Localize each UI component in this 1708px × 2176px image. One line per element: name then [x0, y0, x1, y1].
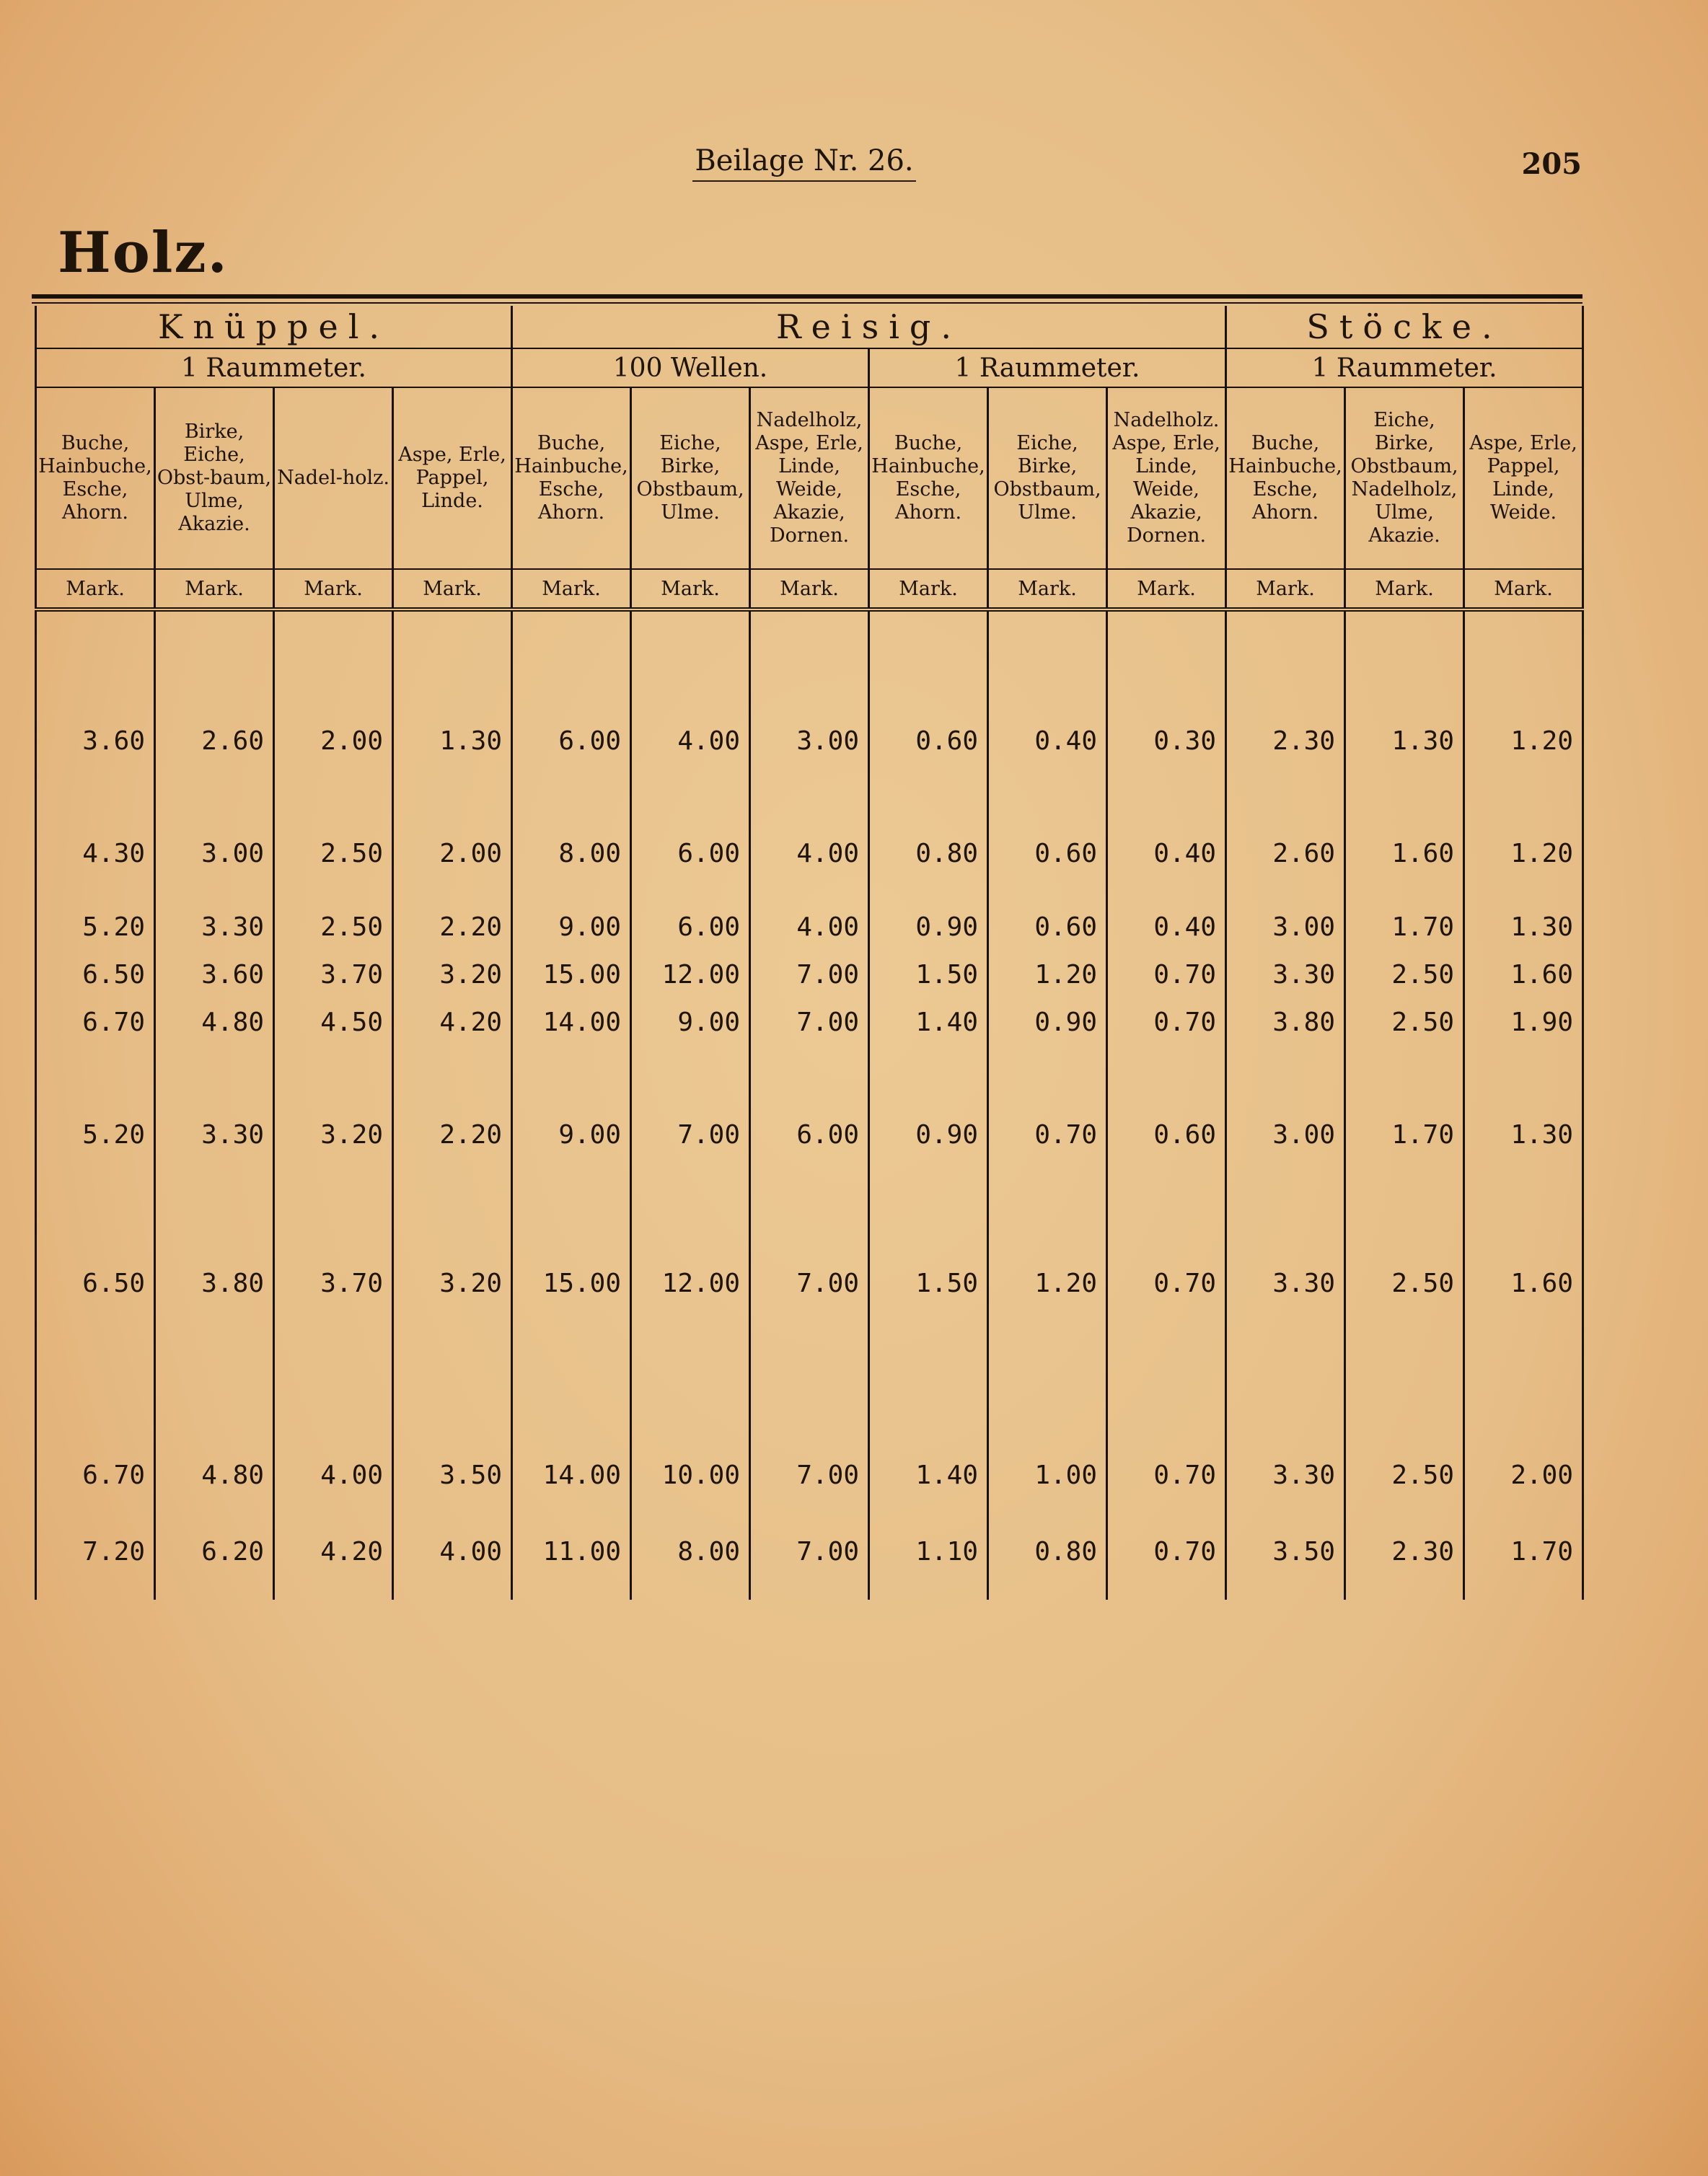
- price-cell: 2.50: [1345, 1303, 1464, 1494]
- price-cell: 0.60: [988, 760, 1107, 873]
- price-cell: 0.60: [988, 873, 1107, 946]
- spacer-cell: [512, 1571, 631, 1600]
- price-cell: 3.00: [155, 760, 274, 873]
- price-cell: 3.50: [393, 1303, 512, 1494]
- unit-label: Mark.: [750, 569, 869, 609]
- price-cell: 0.80: [869, 760, 988, 873]
- price-cell: 6.00: [512, 609, 631, 760]
- top-rule-thick: [32, 294, 1582, 299]
- running-title: Beilage Nr. 26.: [692, 144, 916, 182]
- subgroup-header: 1 Raummeter.: [1226, 348, 1583, 387]
- column-header: Eiche, Birke, Obstbaum, Nadelholz, Ulme, Akazie.: [1345, 387, 1464, 569]
- group-header-row: [36, 306, 1583, 348]
- price-cell: 3.30: [1226, 946, 1345, 994]
- price-cell: 1.20: [1464, 609, 1583, 760]
- section-title: Holz.: [58, 220, 229, 286]
- price-cell: 3.00: [750, 609, 869, 760]
- price-cell: 0.30: [1107, 609, 1226, 760]
- price-cell: 9.00: [631, 994, 750, 1041]
- price-cell: 3.50: [1226, 1494, 1345, 1571]
- unit-label: Mark.: [1226, 569, 1345, 609]
- price-cell: 1.20: [988, 946, 1107, 994]
- spacer-cell: [36, 1571, 155, 1600]
- price-cell: 6.50: [36, 1154, 155, 1303]
- price-cell: 5.20: [36, 1041, 155, 1154]
- price-cell: 12.00: [631, 946, 750, 994]
- price-cell: 4.00: [274, 1303, 393, 1494]
- price-cell: 3.70: [274, 946, 393, 994]
- price-cell: 2.50: [1345, 994, 1464, 1041]
- price-cell: 2.00: [274, 609, 393, 760]
- price-cell: 7.20: [36, 1494, 155, 1571]
- table-row: [36, 994, 1583, 1041]
- price-cell: 14.00: [512, 1303, 631, 1494]
- price-table-body: [36, 609, 1583, 1600]
- price-cell: 14.00: [512, 994, 631, 1041]
- price-cell: 10.00: [631, 1303, 750, 1494]
- price-cell: 2.50: [274, 760, 393, 873]
- price-cell: 6.00: [750, 1041, 869, 1154]
- price-cell: 7.00: [631, 1041, 750, 1154]
- price-cell: 6.50: [36, 946, 155, 994]
- price-cell: 9.00: [512, 873, 631, 946]
- table-row: [36, 760, 1583, 873]
- price-cell: 1.20: [988, 1154, 1107, 1303]
- price-cell: 4.20: [393, 994, 512, 1041]
- price-cell: 5.20: [36, 873, 155, 946]
- table-row: [36, 1303, 1583, 1494]
- price-cell: 3.20: [274, 1041, 393, 1154]
- unit-label: Mark.: [869, 569, 988, 609]
- price-cell: 0.90: [869, 1041, 988, 1154]
- column-header: Nadelholz. Aspe, Erle, Linde, Weide, Akazie, Dornen.: [1107, 387, 1226, 569]
- price-cell: 3.30: [1226, 1154, 1345, 1303]
- price-cell: 0.80: [988, 1494, 1107, 1571]
- price-cell: 6.70: [36, 994, 155, 1041]
- unit-label: Mark.: [512, 569, 631, 609]
- column-header: Aspe, Erle, Pappel, Linde, Weide.: [1464, 387, 1583, 569]
- spacer-cell: [274, 1571, 393, 1600]
- unit-label: Mark.: [1464, 569, 1583, 609]
- price-cell: 6.70: [36, 1303, 155, 1494]
- price-cell: 1.90: [1464, 994, 1583, 1041]
- price-cell: 7.00: [750, 946, 869, 994]
- price-cell: 1.30: [1345, 609, 1464, 760]
- table-row: [36, 873, 1583, 946]
- price-cell: 4.20: [274, 1494, 393, 1571]
- price-cell: 3.80: [1226, 994, 1345, 1041]
- unit-label: Mark.: [393, 569, 512, 609]
- price-cell: 1.30: [1464, 873, 1583, 946]
- price-cell: 3.00: [1226, 873, 1345, 946]
- spacer-cell: [988, 1571, 1107, 1600]
- price-cell: 0.70: [1107, 1154, 1226, 1303]
- price-cell: 0.60: [869, 609, 988, 760]
- unit-label: Mark.: [1345, 569, 1464, 609]
- price-cell: 15.00: [512, 1154, 631, 1303]
- column-header: Eiche, Birke, Obstbaum, Ulme.: [631, 387, 750, 569]
- price-cell: 3.60: [36, 609, 155, 760]
- price-cell: 1.50: [869, 1154, 988, 1303]
- column-header: Buche, Hainbuche, Esche, Ahorn.: [869, 387, 988, 569]
- price-cell: 2.50: [1345, 1154, 1464, 1303]
- column-header-row: [36, 387, 1583, 569]
- price-cell: 2.60: [155, 609, 274, 760]
- price-cell: 3.30: [155, 1041, 274, 1154]
- unit-label: Mark.: [155, 569, 274, 609]
- column-header: Birke, Eiche, Obst-baum, Ulme, Akazie.: [155, 387, 274, 569]
- price-cell: 6.20: [155, 1494, 274, 1571]
- price-cell: 2.20: [393, 873, 512, 946]
- table-row: [36, 1494, 1583, 1571]
- price-cell: 0.70: [1107, 1303, 1226, 1494]
- group-header: Stöcke.: [1226, 306, 1583, 348]
- spacer-cell: [1226, 1571, 1345, 1600]
- price-cell: 3.60: [155, 946, 274, 994]
- price-cell: 2.30: [1226, 609, 1345, 760]
- price-cell: 3.80: [155, 1154, 274, 1303]
- price-cell: 4.00: [750, 873, 869, 946]
- page-number: 205: [1521, 147, 1582, 181]
- price-cell: 0.40: [988, 609, 1107, 760]
- price-cell: 12.00: [631, 1154, 750, 1303]
- price-cell: 1.10: [869, 1494, 988, 1571]
- spacer-cell: [1107, 1571, 1226, 1600]
- price-cell: 1.40: [869, 994, 988, 1041]
- price-cell: 2.50: [274, 873, 393, 946]
- price-cell: 1.60: [1345, 760, 1464, 873]
- price-cell: 3.30: [1226, 1303, 1345, 1494]
- table-row: [36, 609, 1583, 760]
- price-table: [35, 306, 1584, 1600]
- price-cell: 3.70: [274, 1154, 393, 1303]
- spacer-cell: [869, 1571, 988, 1600]
- price-cell: 15.00: [512, 946, 631, 994]
- unit-label: Mark.: [274, 569, 393, 609]
- price-cell: 6.00: [631, 760, 750, 873]
- price-cell: 0.70: [988, 1041, 1107, 1154]
- price-cell: 2.20: [393, 1041, 512, 1154]
- price-cell: 0.40: [1107, 760, 1226, 873]
- price-cell: 0.90: [869, 873, 988, 946]
- price-cell: 1.00: [988, 1303, 1107, 1494]
- column-header: Buche, Hainbuche, Esche, Ahorn.: [1226, 387, 1345, 569]
- price-cell: 11.00: [512, 1494, 631, 1571]
- price-cell: 4.30: [36, 760, 155, 873]
- column-header: Buche, Hainbuche, Esche, Ahorn.: [512, 387, 631, 569]
- price-cell: 1.50: [869, 946, 988, 994]
- price-cell: 8.00: [631, 1494, 750, 1571]
- price-cell: 1.70: [1345, 873, 1464, 946]
- page-header: [0, 144, 1708, 188]
- price-cell: 0.70: [1107, 946, 1226, 994]
- price-cell: 6.00: [631, 873, 750, 946]
- column-header: Aspe, Erle, Pappel, Linde.: [393, 387, 512, 569]
- unit-row: [36, 569, 1583, 609]
- price-cell: 4.00: [750, 760, 869, 873]
- price-cell: 7.00: [750, 1154, 869, 1303]
- price-cell: 0.90: [988, 994, 1107, 1041]
- price-cell: 2.30: [1345, 1494, 1464, 1571]
- column-header: Nadelholz, Aspe, Erle, Linde, Weide, Akazie, Dornen.: [750, 387, 869, 569]
- spacer-cell: [393, 1571, 512, 1600]
- price-cell: 3.30: [155, 873, 274, 946]
- table-row: [36, 946, 1583, 994]
- price-cell: 1.70: [1345, 1041, 1464, 1154]
- price-cell: 0.40: [1107, 873, 1226, 946]
- spacer-cell: [631, 1571, 750, 1600]
- subgroup-header-row: [36, 348, 1583, 387]
- price-cell: 1.30: [393, 609, 512, 760]
- column-header: Nadel-holz.: [274, 387, 393, 569]
- price-cell: 9.00: [512, 1041, 631, 1154]
- price-cell: 1.60: [1464, 1154, 1583, 1303]
- table-bottom-spacer: [36, 1571, 1583, 1600]
- spacer-cell: [750, 1571, 869, 1600]
- price-table-wrap: [35, 306, 1582, 1600]
- price-cell: 3.20: [393, 1154, 512, 1303]
- price-cell: 3.20: [393, 946, 512, 994]
- price-cell: 1.60: [1464, 946, 1583, 994]
- column-header: Buche, Hainbuche, Esche, Ahorn.: [36, 387, 155, 569]
- price-cell: 1.40: [869, 1303, 988, 1494]
- top-rule-thin: [32, 302, 1582, 304]
- price-cell: 7.00: [750, 1303, 869, 1494]
- spacer-cell: [155, 1571, 274, 1600]
- price-cell: 4.80: [155, 1303, 274, 1494]
- price-cell: 1.20: [1464, 760, 1583, 873]
- group-header: Knüppel.: [36, 306, 512, 348]
- price-cell: 2.60: [1226, 760, 1345, 873]
- price-cell: 0.70: [1107, 1494, 1226, 1571]
- price-cell: 2.00: [1464, 1303, 1583, 1494]
- unit-label: Mark.: [36, 569, 155, 609]
- subgroup-header: 100 Wellen.: [512, 348, 869, 387]
- unit-label: Mark.: [1107, 569, 1226, 609]
- group-header: Reisig.: [512, 306, 1226, 348]
- table-row: [36, 1154, 1583, 1303]
- unit-label: Mark.: [631, 569, 750, 609]
- price-cell: 8.00: [512, 760, 631, 873]
- spacer-cell: [1345, 1571, 1464, 1600]
- subgroup-header: 1 Raummeter.: [36, 348, 512, 387]
- unit-label: Mark.: [988, 569, 1107, 609]
- price-cell: 0.70: [1107, 994, 1226, 1041]
- price-cell: 3.00: [1226, 1041, 1345, 1154]
- price-cell: 7.00: [750, 994, 869, 1041]
- price-cell: 1.70: [1464, 1494, 1583, 1571]
- price-cell: 4.80: [155, 994, 274, 1041]
- price-cell: 7.00: [750, 1494, 869, 1571]
- price-cell: 2.00: [393, 760, 512, 873]
- price-cell: 1.30: [1464, 1041, 1583, 1154]
- spacer-cell: [1464, 1571, 1583, 1600]
- price-cell: 2.50: [1345, 946, 1464, 994]
- column-header: Eiche, Birke, Obstbaum, Ulme.: [988, 387, 1107, 569]
- price-cell: 4.00: [393, 1494, 512, 1571]
- price-cell: 4.00: [631, 609, 750, 760]
- price-cell: 0.60: [1107, 1041, 1226, 1154]
- price-cell: 4.50: [274, 994, 393, 1041]
- subgroup-header: 1 Raummeter.: [869, 348, 1226, 387]
- table-row: [36, 1041, 1583, 1154]
